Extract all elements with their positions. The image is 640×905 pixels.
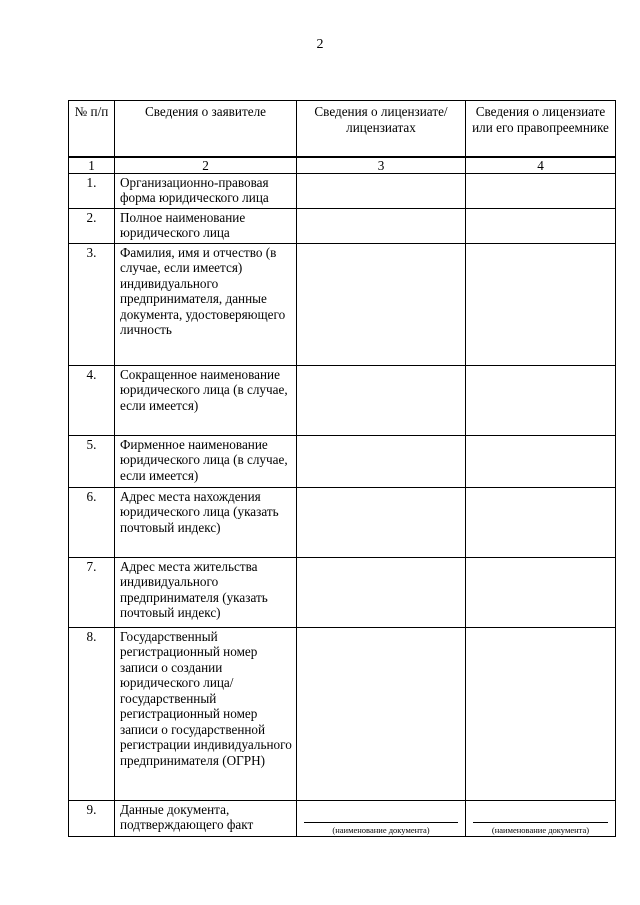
table-row xyxy=(69,627,616,800)
header-number: № п/п xyxy=(69,101,115,157)
column-number: 2 xyxy=(115,157,297,174)
row-description: Сокращенное наименование юридического лица (в случае, если имеется) xyxy=(115,365,297,435)
table-row xyxy=(69,365,616,435)
row-number: 2. xyxy=(86,209,97,225)
successor-cell[interactable] xyxy=(466,487,616,557)
document-name-line[interactable] xyxy=(473,822,608,823)
column-number: 4 xyxy=(466,157,616,174)
licensee-cell[interactable] xyxy=(297,243,466,365)
row-number: 5. xyxy=(86,436,97,452)
successor-cell[interactable] xyxy=(466,557,616,627)
row-number: 9. xyxy=(86,801,97,817)
row-description: Адрес места жительства индивидуального предпринимателя (указать почтовый индекс) xyxy=(115,557,297,627)
licensee-cell[interactable] xyxy=(297,208,466,243)
row-description: Данные документа, подтверждающего факт xyxy=(115,800,297,836)
table-row xyxy=(69,800,616,836)
header-licensee: Сведения о лицензиате/лицензиатах xyxy=(297,101,466,157)
header-applicant: Сведения о заявителе xyxy=(115,101,297,157)
table-row xyxy=(69,557,616,627)
document-name-line[interactable] xyxy=(304,822,458,823)
row-description: Адрес места нахождения юридического лица (указать почтовый индекс) xyxy=(115,487,297,557)
successor-cell[interactable] xyxy=(466,627,616,800)
row-description: Фирменное наименование юридического лица (в случае, если имеется) xyxy=(115,435,297,487)
licensee-cell[interactable] xyxy=(297,627,466,800)
licensee-document-cell[interactable] xyxy=(297,800,466,836)
table-row xyxy=(69,208,616,243)
successor-cell[interactable] xyxy=(466,435,616,487)
license-info-table xyxy=(68,100,616,837)
page-number: 2 xyxy=(316,37,324,52)
row-number: 8. xyxy=(86,628,97,644)
licensee-cell[interactable] xyxy=(297,487,466,557)
row-description: Полное наименование юридического лица xyxy=(115,208,297,243)
successor-cell[interactable] xyxy=(466,208,616,243)
table-row xyxy=(69,173,616,208)
document-name-caption: (наименование документа) xyxy=(332,824,430,835)
row-number: 3. xyxy=(86,244,97,260)
licensee-cell[interactable] xyxy=(297,557,466,627)
table-row xyxy=(69,435,616,487)
row-number: 6. xyxy=(86,488,97,504)
successor-document-cell[interactable] xyxy=(466,800,616,836)
column-number-row xyxy=(69,157,616,174)
row-description: Государственный регистрационный номер записи о создании юридического лица/государственный регистрационный номер записи о государственной регистрации индивидуального предпринимателя (ОГРН) xyxy=(115,627,297,800)
licensee-cell[interactable] xyxy=(297,365,466,435)
row-number: 4. xyxy=(86,366,97,382)
column-number: 1 xyxy=(69,157,115,174)
document-name-caption: (наименование документа) xyxy=(491,824,590,835)
table-row xyxy=(69,243,616,365)
row-number: 1. xyxy=(86,174,97,190)
row-description: Фамилия, имя и отчество (в случае, если имеется) индивидуального предпринимателя, данные документа, удостоверяющего личность xyxy=(115,243,297,365)
successor-cell[interactable] xyxy=(466,173,616,208)
table-row xyxy=(69,487,616,557)
header-successor: Сведения о лицензиате или его правопреемнике xyxy=(466,101,616,157)
column-number: 3 xyxy=(297,157,466,174)
licensee-cell[interactable] xyxy=(297,173,466,208)
licensee-cell[interactable] xyxy=(297,435,466,487)
successor-cell[interactable] xyxy=(466,243,616,365)
row-description: Организационно-правовая форма юридического лица xyxy=(115,173,297,208)
table-header-row xyxy=(69,101,616,157)
row-number: 7. xyxy=(86,558,97,574)
successor-cell[interactable] xyxy=(466,365,616,435)
